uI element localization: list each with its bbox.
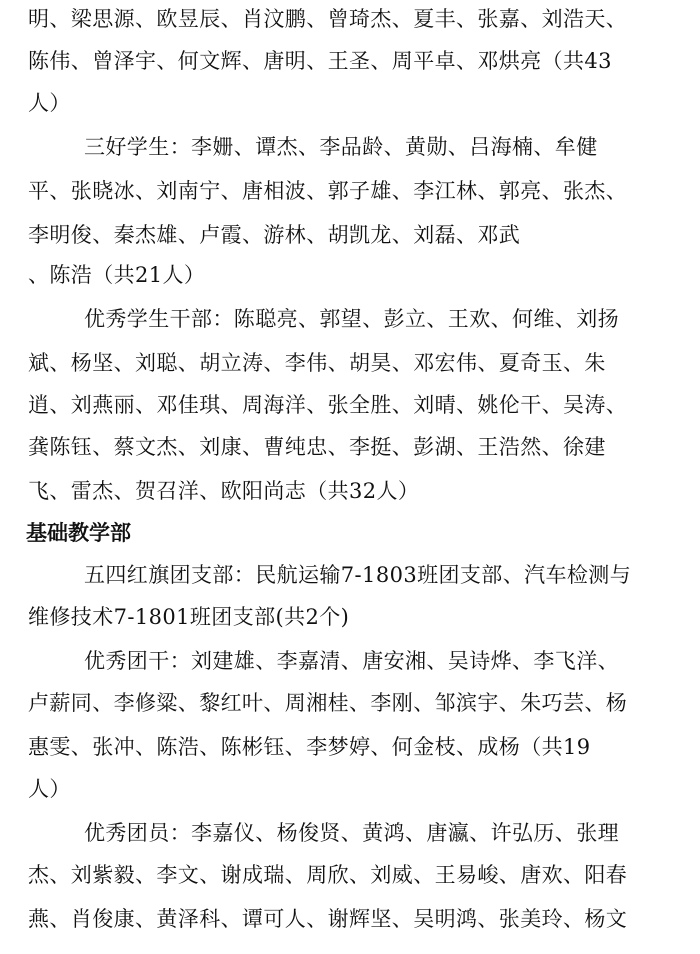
section-heading: 基础教学部 [26, 521, 131, 545]
text-line-12: 飞、雷杰、贺召洋、欧阳尚志（共32人） [28, 479, 420, 503]
text-line-18: 惠雯、张冲、陈浩、陈彬钰、李梦婷、何金枝、成杨（共19 [28, 735, 591, 759]
paragraph-tuanyuan-start: 优秀团员：李嘉仪、杨俊贤、黄鸿、唐瀛、许弘历、张理 [84, 821, 619, 845]
text-line-17: 卢薪同、李修粱、黎红叶、周湘桂、李刚、邹滨宇、朱巧芸、杨 [28, 691, 628, 715]
text-line-7: 、陈浩（共21人） [28, 263, 206, 287]
text-line-22: 燕、肖俊康、黄泽科、谭可人、谢辉坚、吴明鸿、张美玲、杨文 [28, 907, 628, 931]
text-line-5: 平、张晓冰、刘南宁、唐相波、郭子雄、李江林、郭亮、张杰、 [28, 179, 628, 203]
text-line-2: 陈伟、曾泽宇、何文辉、唐明、王圣、周平卓、邓烘亮（共43 [28, 49, 612, 73]
paragraph-tuangan-start: 优秀团干：刘建雄、李嘉清、唐安湘、吴诗烨、李飞洋、 [84, 649, 619, 673]
text-line-9: 斌、杨坚、刘聪、胡立涛、李伟、胡昊、邓宏伟、夏奇玉、朱 [28, 351, 606, 375]
paragraph-ganbu-start: 优秀学生干部：陈聪亮、郭望、彭立、王欢、何维、刘扬 [84, 307, 619, 331]
text-line-6: 李明俊、秦杰雄、卢霞、游林、胡凯龙、刘磊、邓武 [28, 223, 521, 247]
text-line-19: 人） [28, 777, 71, 801]
text-line-15: 维修技术7-1801班团支部(共2个) [28, 605, 350, 629]
text-line-3: 人） [28, 91, 71, 115]
text-line-11: 龚陈钰、蔡文杰、刘康、曹纯忠、李挺、彭湖、王浩然、徐建 [28, 435, 606, 459]
text-line-21: 杰、刘紫毅、李文、谢成瑞、周欣、刘威、王易峻、唐欢、阳春 [28, 863, 628, 887]
text-line-10: 逍、刘燕丽、邓佳琪、周海洋、张全胜、刘晴、姚伦干、吴涛、 [28, 393, 628, 417]
text-line-1: 明、梁思源、欧昱辰、肖汶鹏、曾琦杰、夏丰、张嘉、刘浩天、 [28, 7, 628, 31]
paragraph-hongqi-start: 五四红旗团支部：民航运输7-1803班团支部、汽车检测与 [84, 563, 632, 587]
paragraph-sanhao-start: 三好学生：李姗、谭杰、李品龄、黄勋、吕海楠、牟健 [84, 135, 598, 159]
